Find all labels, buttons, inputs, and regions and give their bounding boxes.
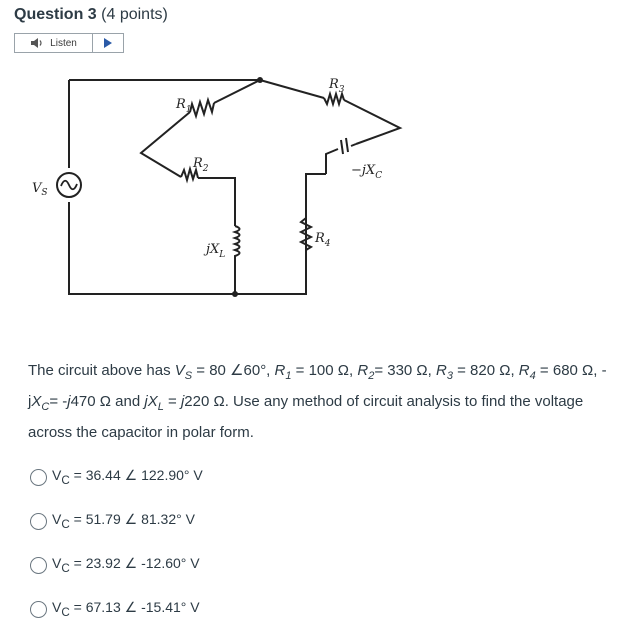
circuit-diagram (26, 70, 416, 310)
label-vs: $V_S$ (32, 181, 48, 198)
answer-option-4[interactable] (30, 587, 203, 631)
answer-option-3[interactable] (30, 543, 203, 587)
listen-label: Listen (50, 37, 77, 49)
label-xl: $jX_L$ (206, 242, 226, 260)
node-bottom (232, 291, 238, 297)
radio-button[interactable] (30, 557, 47, 574)
label-r4: $R_4$ (315, 231, 331, 249)
option-text: $V_C = 51.79$ ∠ 81.32° V (52, 511, 195, 531)
listen-toolbar (14, 33, 124, 53)
answer-options (30, 455, 203, 631)
label-r2: $R_2$ (193, 156, 209, 174)
answer-option-2[interactable] (30, 499, 203, 543)
node-top (257, 77, 263, 83)
play-button[interactable] (93, 34, 123, 52)
radio-button[interactable] (30, 513, 47, 530)
listen-button[interactable] (15, 34, 93, 52)
option-text: $V_C = 36.44$ ∠ 122.90° V (52, 467, 203, 487)
label-xc: $-jX_C$ (351, 163, 383, 181)
label-r1: $R_1$ (176, 97, 192, 115)
question-number: Question 3 (14, 6, 97, 23)
question-points: (4 points) (101, 6, 168, 23)
option-text: $V_C = 23.92$ ∠ -12.60° V (52, 555, 200, 575)
play-icon (103, 38, 113, 48)
speaker-icon (30, 37, 46, 49)
question-title (14, 6, 168, 24)
radio-button[interactable] (30, 469, 47, 486)
label-r3: $R_3$ (329, 77, 345, 95)
question-prompt: The circuit above has $V_S = 80$ ∠60°, $R_1 = 100$ Ω, $R_2= 330$ Ω, $R_3 = 820$ Ω, $R_4 = 680$ Ω, $-jX_C= -j470$ Ω and $jX_L = j220$ Ω. Use any method of circuit analysis to find the voltage across the capacitor in polar form. (28, 362, 607, 441)
answer-option-1[interactable] (30, 455, 203, 499)
radio-button[interactable] (30, 601, 47, 618)
option-text: $V_C = 67.13$ ∠ -15.41° V (52, 599, 200, 619)
